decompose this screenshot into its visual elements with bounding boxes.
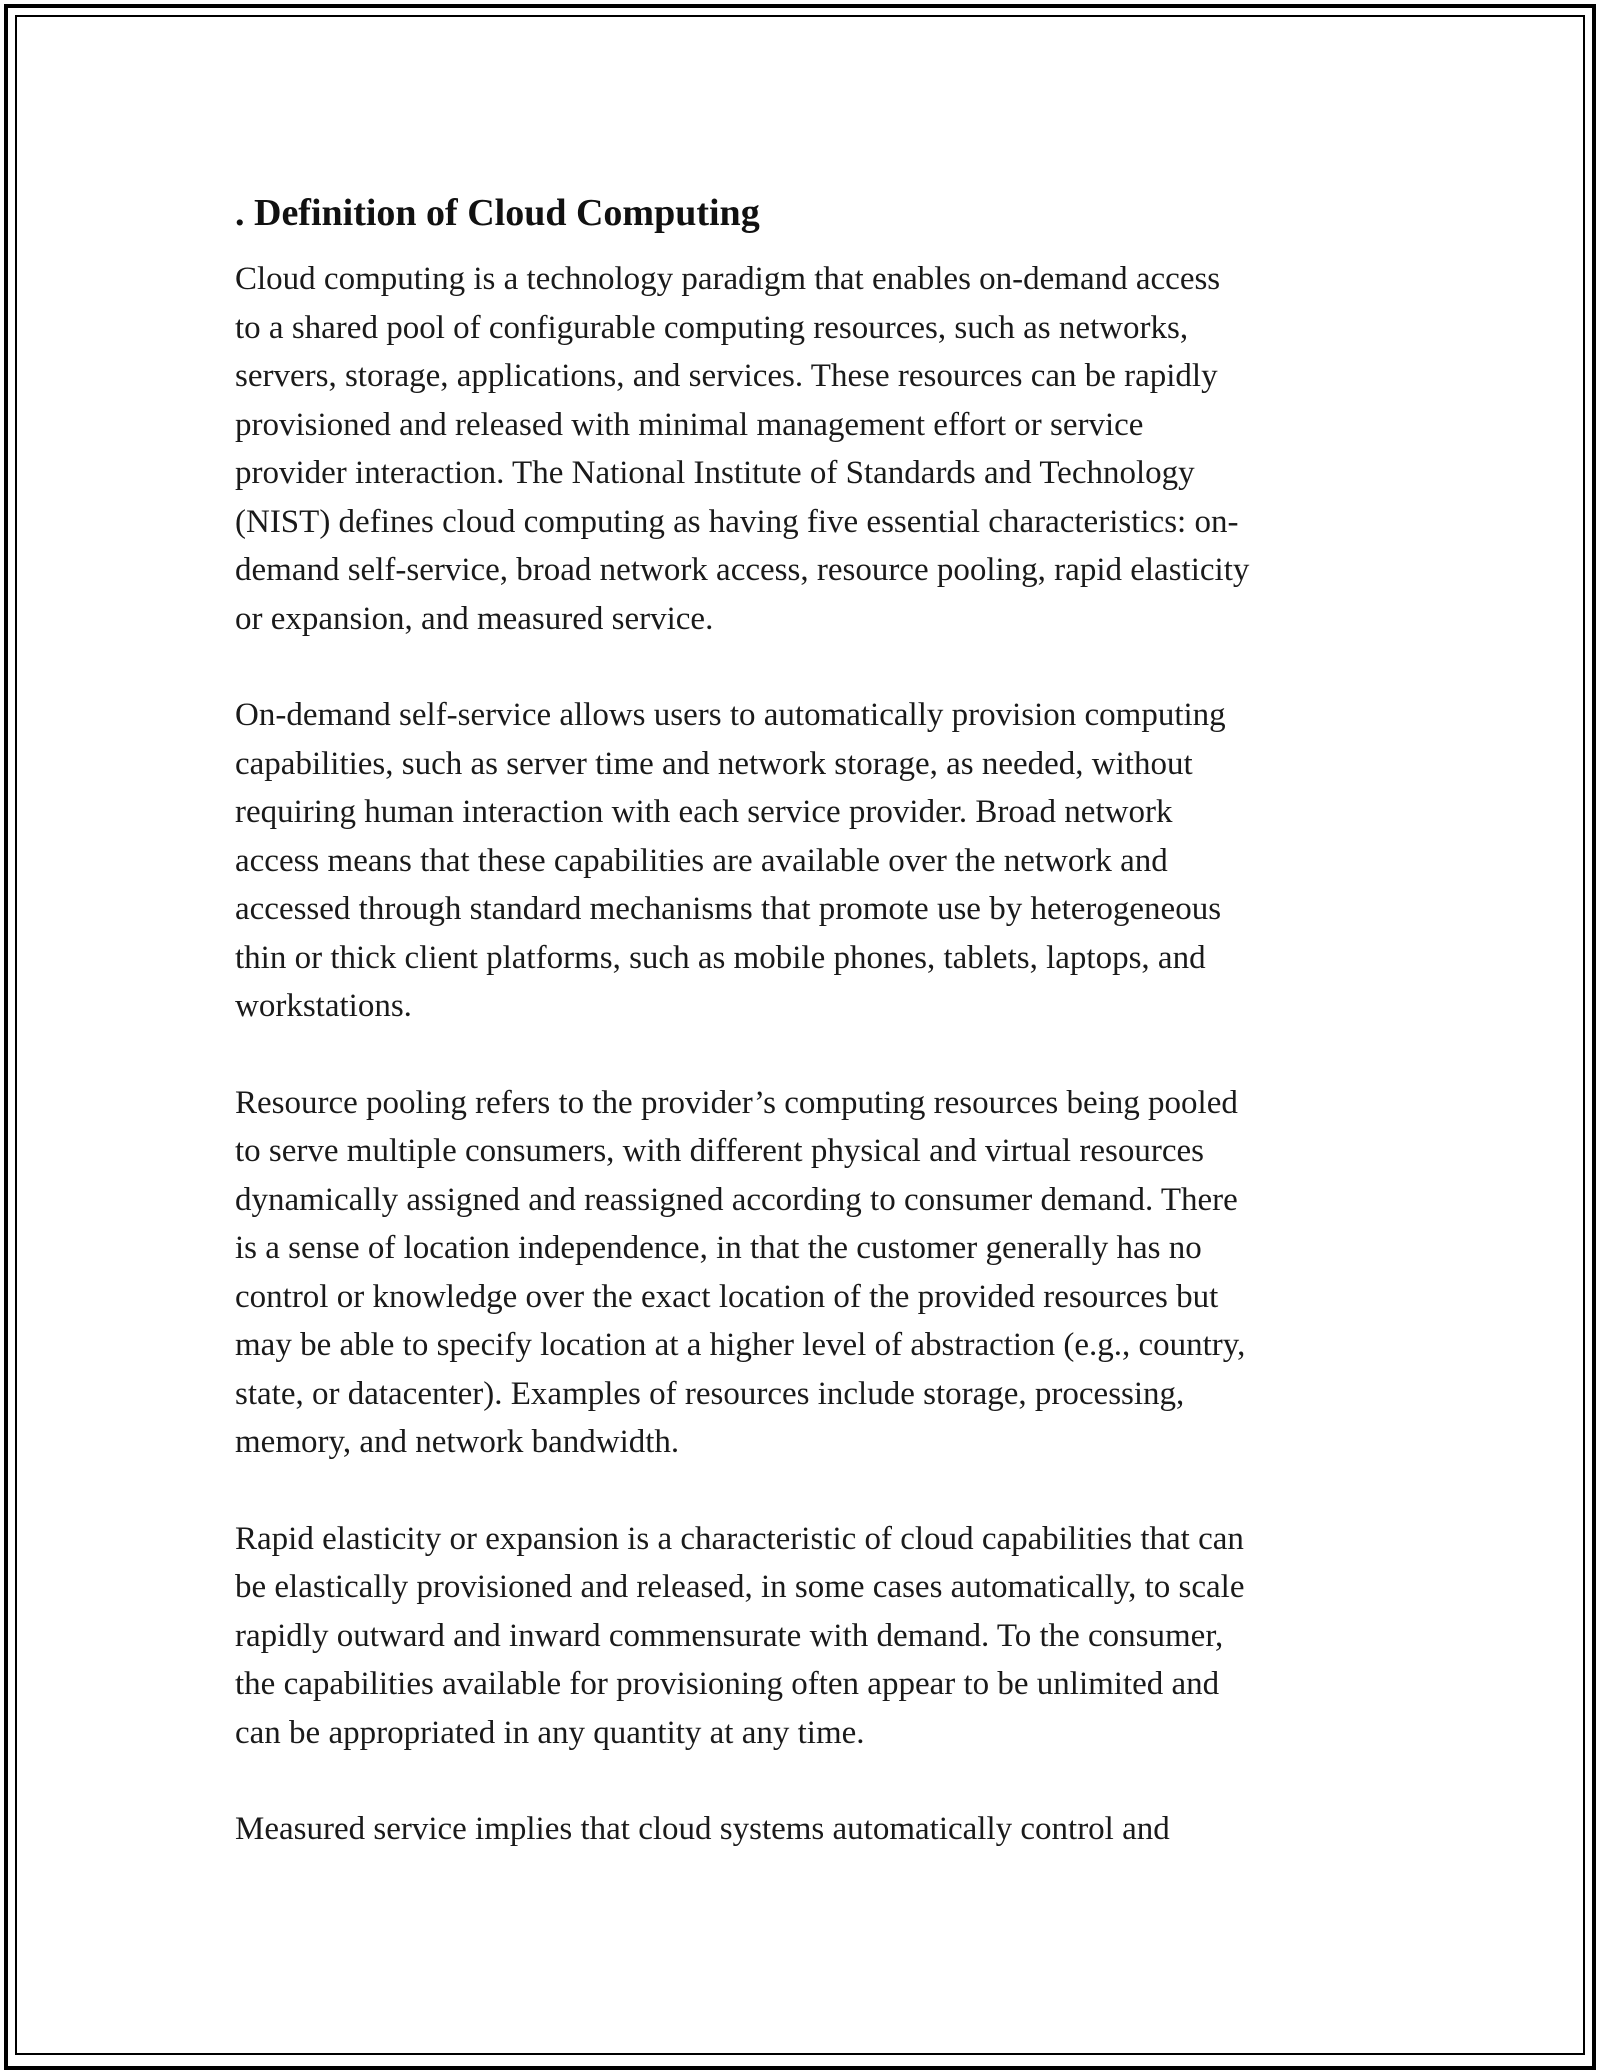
text-line: to a shared pool of configurable computing resources, such as networks, [235,309,1189,346]
document-body [235,183,1375,1902]
paragraph-definition [235,255,1375,643]
text-line: can be appropriated in any quantity at any time. [235,1714,865,1751]
text-line: Cloud computing is a technology paradigm that enables on-demand access [235,261,1221,297]
text-line: access means that these capabilities are available over the network and [235,842,1168,879]
text-line: may be able to specify location at a higher level of abstraction (e.g., country, [235,1327,1246,1363]
section-heading: . Definition of Cloud Computing [235,192,760,234]
text-line: control or knowledge over the exact location of the provided resources but [235,1278,1219,1315]
text-line: Rapid elasticity or expansion is a characteristic of cloud capabilities that can [235,1520,1244,1557]
text-line: On-demand self-service allows users to automatically provision computing [235,697,1226,733]
text-line: (NIST) defines cloud computing as having five essential characteristics: on- [235,503,1239,540]
text-line: dynamically assigned and reassigned according to consumer demand. There [235,1181,1238,1218]
paragraph-on-demand-self-service [235,691,1375,1031]
text-line: provider interaction. The National Institute of Standards and Technology [235,455,1195,491]
paragraph-resource-pooling [235,1079,1375,1467]
text-line: accessed through standard mechanisms that promote use by heterogeneous [235,891,1222,927]
text-line: demand self-service, broad network access, resource pooling, rapid elasticity [235,552,1250,588]
text-line: be elastically provisioned and released, in some cases automatically, to scale [235,1569,1245,1605]
text-line: thin or thick client platforms, such as mobile phones, tablets, laptops, and [235,939,1206,976]
text-line: is a sense of location independence, in that the customer generally has no [235,1230,1202,1266]
text-line: to serve multiple consumers, with different physical and virtual resources [235,1133,1204,1169]
paragraph-measured-service [235,1805,1375,1854]
text-line: servers, storage, applications, and services. These resources can be rapidly [235,358,1218,394]
text-line: state, or datacenter). Examples of resources include storage, processing, [235,1375,1185,1412]
text-line: or expansion, and measured service. [235,600,714,637]
text-line: memory, and network bandwidth. [235,1424,680,1460]
text-line: requiring human interaction with each service provider. Broad network [235,794,1173,830]
text-line: the capabilities available for provisioning often appear to be unlimited and [235,1666,1220,1702]
text-line: Measured service implies that cloud systems automatically control and [235,1811,1170,1847]
text-line: workstations. [235,988,412,1024]
text-line: provisioned and released with minimal management effort or service [235,406,1144,443]
text-line: capabilities, such as server time and network storage, as needed, without [235,745,1193,782]
paragraph-rapid-elasticity [235,1515,1375,1758]
text-line: Resource pooling refers to the provider’s computing resources being pooled [235,1084,1238,1121]
text-line: rapidly outward and inward commensurate with demand. To the consumer, [235,1617,1224,1654]
